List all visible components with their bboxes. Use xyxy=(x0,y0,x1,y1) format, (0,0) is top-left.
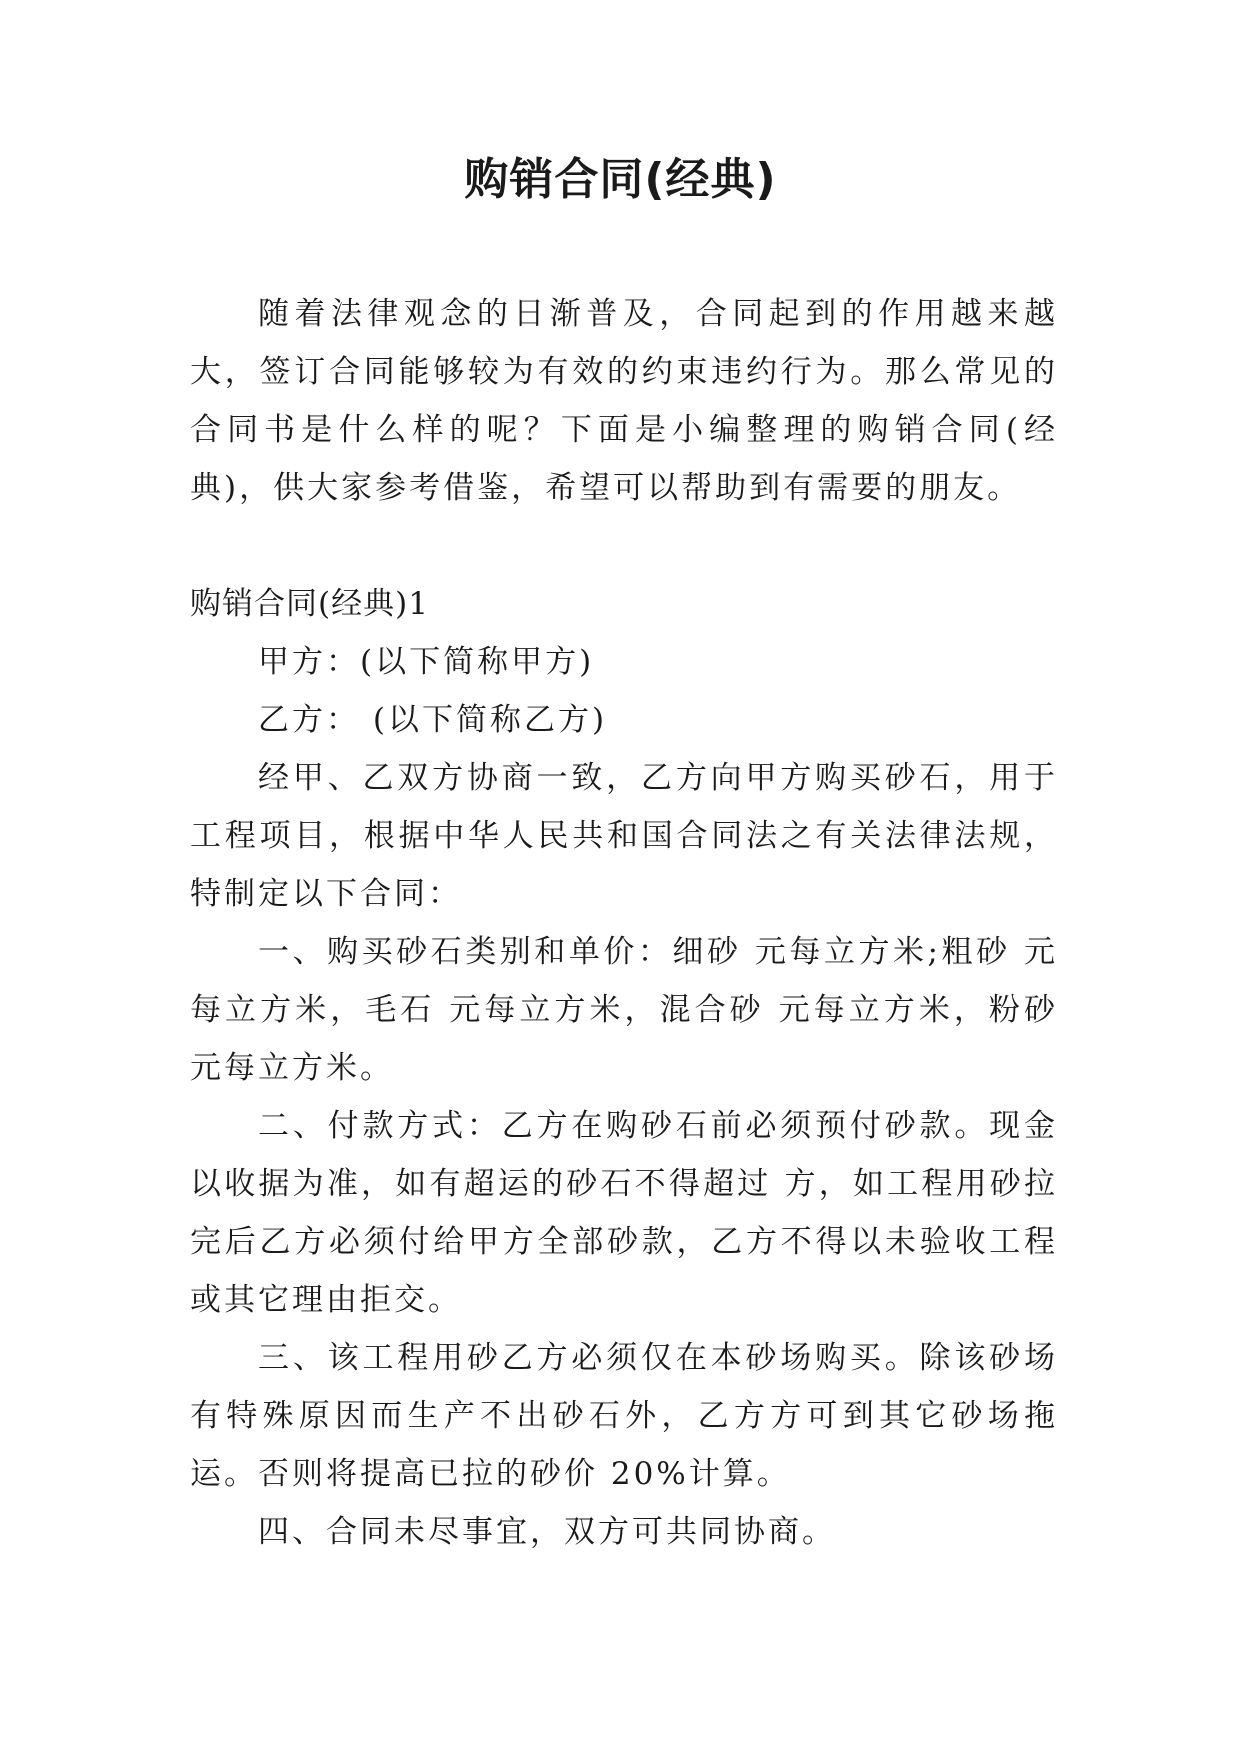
section-heading: 购销合同(经典)1 xyxy=(190,586,429,622)
clause-1: 一、购买砂石类别和单价：细砂 元每立方米;粗砂 元每立方米，毛石 元每立方米，混合砂 元每立方米，粉砂 元每立方米。 xyxy=(190,934,1058,1086)
preamble-paragraph: 经甲、乙双方协商一致，乙方向甲方购买砂石，用于工程项目，根据中华人民共和国合同法之有关法律法规，特制定以下合同： xyxy=(190,760,1058,912)
intro-paragraph: 随着法律观念的日渐普及，合同起到的作用越来越大，签订合同能够较为有效的约束违约行为。那么常见的合同书是什么样的呢？下面是小编整理的购销合同(经典)，供大家参考借鉴，希望可以帮助到有需要的朋友。 xyxy=(190,296,1058,506)
party-a-line: 甲方：(以下简称甲方) xyxy=(258,644,595,680)
document-title: 购销合同(经典) xyxy=(464,154,777,205)
clause-3: 三、该工程用砂乙方必须仅在本砂场购买。除该砂场有特殊原因而生产不出砂石外，乙方方可到其它砂场拖运。否则将提高已拉的砂价 20%计算。 xyxy=(190,1340,1058,1492)
clause-2: 二、付款方式：乙方在购砂石前必须预付砂款。现金以收据为准，如有超运的砂石不得超过 方，如工程用砂拉完后乙方必须付给甲方全部砂款，乙方不得以未验收工程或其它理由拒交。 xyxy=(190,1108,1058,1318)
clause-4: 四、合同未尽事宜，双方可共同协商。 xyxy=(258,1514,836,1550)
document-body xyxy=(190,285,1058,1561)
party-b-line: 乙方： (以下简称乙方) xyxy=(258,702,608,738)
